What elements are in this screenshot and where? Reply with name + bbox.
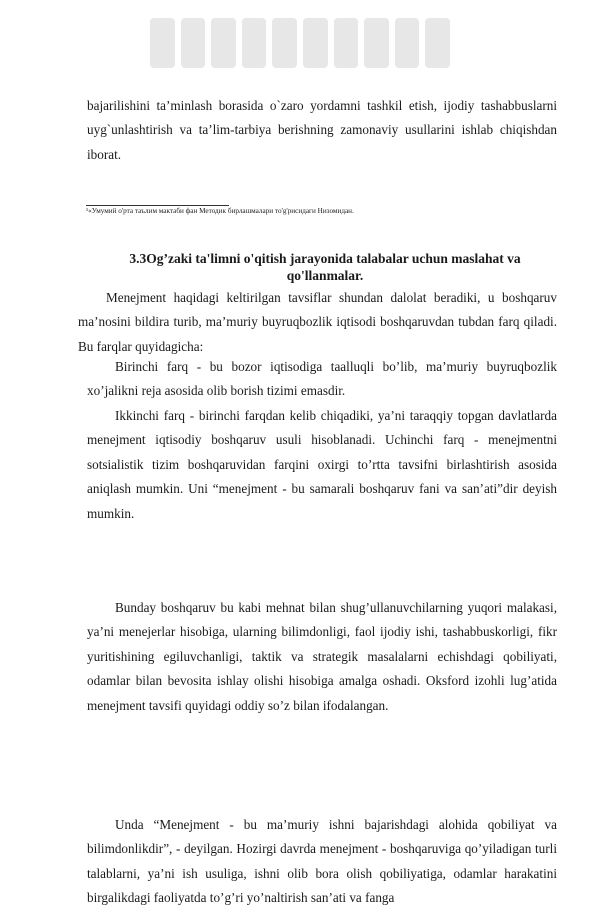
paragraph-1: Menejment haqidagi keltirilgan tavsiflar shundan dalolat beradiki, u boshqaruv ma’nosini bildira turib, ma’muriy buyruqbozlik iqtisodi boshqaruvdan tubdan farq qiladi. Bu farqlar quyidagicha: [78,290,557,354]
paragraph-3: Ikkinchi farq - birinchi farqdan kelib chiqadiki, ya’ni taraqqiy topgan davlatlarda menejment iqtisodiy boshqaruv usuli hisoblanadi. Uchinchi farq - menejmentni sotsialistik tizim boshqaruvidan farqini oxirgi to’rtta tavsifni birlashtirish asosida aniqlash mumkin. Uni “menejment - bu samarali boshqaruv fani va san’ati”dir deyish mumkin. [87,408,557,521]
paragraph-4: Bunday boshqaruv bu kabi mehnat bilan shug’ullanuvchilarning yuqori malakasi, ya’ni menejerlar hisobiga, ularning bilimdonligi, faol ijodiy ishi, tashabbuskorligi, fikr yuritishining egiluvchanligi, taktik va strategik masalalarni echishdagi qobiliyati, odamlar bilan bevosita ishlay olishi hisobiga amalga oshadi. Oksford izohli lug’atida menejment tavsifi quyidagi oddiy so’z bilan ifodalangan. [87,600,557,713]
section-heading: 3.3Og’zaki ta'limni o'qitish jarayonida talabalar uchun maslahat va qo'llanmalar. [129,251,521,283]
watermark-logo [150,18,450,74]
top-paragraph: bajarilishini ta’minlash borasida o`zaro yordamni tashkil etish, ijodiy tashabbuslarni uyg`unlashtirish va ta’lim-tarbiya berishning zamonaviy usullarini ishlab chiqishdan iborat. [87,98,557,162]
paragraph-5: Unda “Menejment - bu ma’muriy ishni bajarishdagi alohida qobiliyat va bilimdonlikdir”, - deyilgan. Hozirgi davrda menejment - boshqaruviga qo’yiladigan turli talablarni, ya’ni ish usuliga, ishni olib bora olish qobiliyatiga, odamlar harakatini birgalikdagi faoliyatda to’g’ri yo’naltirish san’ati va fanga [87,817,557,906]
footnote: ¹«Умумий о'рта таълим мактаби фан Методик бирлашмалари то'g'рисидаги Низомидан. [86,207,354,215]
paragraph-2: Birinchi farq - bu bozor iqtisodiga taalluqli bo’lib, ma’muriy buyruqbozlik xo’jalikni reja asosida olib borish tizimi emasdir. [87,359,557,399]
